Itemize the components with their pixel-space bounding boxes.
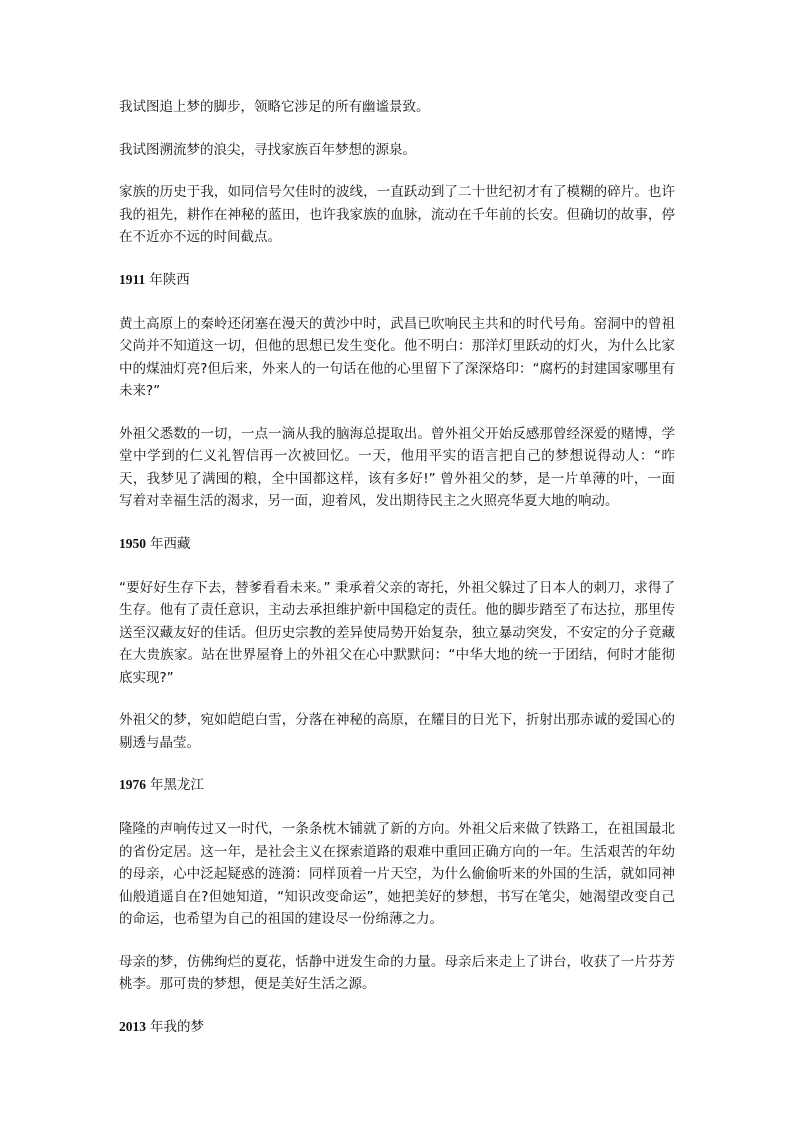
intro-paragraph-3: 家族的历史于我，如同信号欠佳时的波线，一直跃动到了二十世纪初才有了模糊的碎片。也许我的祖先，耕作在神秘的蓝田，也许我家族的血脉，流动在千年前的长安。但确切的故事，停在不近亦不远的时间截点。 [119, 184, 675, 245]
section-heading-1950 [119, 533, 675, 555]
section-heading-2013 [119, 1016, 675, 1038]
section-1950-paragraph-2: 外祖父的梦，宛如皑皑白雪，分落在神秘的高原，在耀目的日光下，折射出那赤诚的爱国心的剔透与晶莹。 [119, 712, 675, 751]
section-year: 1950 [119, 535, 146, 551]
section-heading-1976 [119, 774, 675, 796]
section-year: 2013 [119, 1018, 146, 1034]
section-1976-paragraph-1: 隆隆的声响传过又一时代，一条条枕木铺就了新的方向。外祖父后来做了铁路工，在祖国最北的省份定居。这一年，是社会主义在探索道路的艰难中重回正确方向的一年。生活艰苦的年幼的母亲，心中泛起疑惑的涟漪：同样顶着一片天空，为什么偷偷听来的外国的生活，就如同神仙般逍遥自在?但她知道，“知识改变命运”，她把美好的梦想，书写在笔尖，她渴望改变自己的命运，也希望为自己的祖国的建设尽一份绵薄之力。 [119, 821, 675, 927]
section-1976-paragraph-2: 母亲的梦，仿佛绚烂的夏花，恬静中迸发生命的力量。母亲后来走上了讲台，收获了一片芬芳桃李。那可贵的梦想，便是美好生活之源。 [119, 953, 675, 992]
section-place: 年我的梦 [150, 1018, 204, 1035]
section-place: 年黑龙江 [150, 777, 204, 793]
section-1911-paragraph-2: 外祖父悉数的一切，一点一滴从我的脑海总提取出。曾外祖父开始反感那曾经深爱的赌博，学堂中学到的仁义礼智信再一次被回忆。一天，他用平实的语言把自己的梦想说得动人：“昨天，我梦见了满囤的粮，全中国都这样，该有多好!” 曾外祖父的梦，是一片单薄的叶，一面写着对幸福生活的渴求，另一面，迎着风，发出期待民主之火照亮华夏大地的响动。 [119, 425, 675, 509]
section-year: 1976 [119, 777, 146, 792]
section-1950-paragraph-1: “要好好生存下去，替爹看看未来。” 秉承着父亲的寄托，外祖父躲过了日本人的刺刀，求得了生存。他有了责任意识，主动去承担维护新中国稳定的责任。他的脚步踏至了布达拉，那里传送至汉藏友好的佳话。但历史宗教的差异使局势开始复杂，独立暴动突发，不安定的分子竟藏在大贵族家。站在世界屋脊上的外祖父在心中默默问：“中华大地的统一于团结，何时才能彻底实现?” [119, 579, 675, 686]
section-heading-1911 [119, 269, 675, 291]
intro-paragraph-1: 我试图追上梦的脚步，领略它涉足的所有幽谧景致。 [119, 99, 430, 115]
intro-paragraph-2: 我试图溯流梦的浪尖，寻找家族百年梦想的源泉。 [119, 141, 416, 158]
section-year: 1911 [119, 271, 146, 287]
section-place: 年陕西 [149, 271, 190, 288]
section-1911-paragraph-1: 黄土高原上的秦岭还闭塞在漫天的黄沙中时，武昌已吹响民主共和的时代号角。窑洞中的曾祖父尚并不知道这一切，但他的思想已发生变化。他不明白：那洋灯里跃动的灯火，为什么比家中的煤油灯亮?但后来，外来人的一句话在他的心里留下了深深烙印：“腐朽的封建国家哪里有未来?” [119, 315, 675, 399]
document-page [119, 96, 675, 1060]
section-place: 年西藏 [150, 535, 191, 552]
